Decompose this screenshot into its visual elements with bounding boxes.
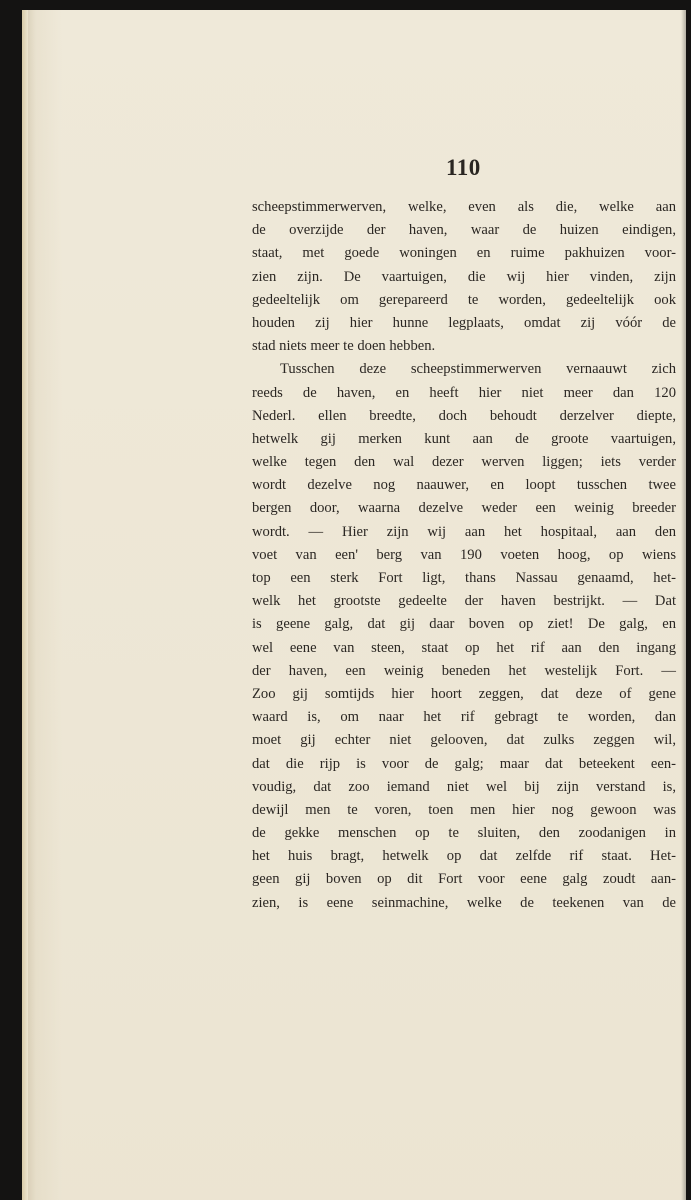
text-line: geen gij boven op dit Fort voor eene galg zoudt aan- [252, 871, 676, 888]
text-line: dewijl men te voren, toen men hier nog gewoon was [252, 801, 676, 818]
text-line: zien, is eene seinmachine, welke de teekenen van de [252, 894, 676, 911]
text-line: wel eene van steen, staat op het rif aan den ingang [252, 639, 676, 656]
text-line: het huis bragt, hetwelk op dat zelfde rif staat. Het- [252, 848, 676, 865]
text-line: Zoo gij somtijds hier hoort zeggen, dat deze of gene [252, 685, 676, 702]
text-line: wordt dezelve nog naauwer, en loopt tusschen twee [252, 477, 676, 494]
text-line: reeds de haven, en heeft hier niet meer dan 120 [252, 384, 676, 401]
text-line: houden zij hier hunne legplaats, omdat zij vóór de [252, 314, 676, 331]
text-line: waard is, om naar het rif gebragt te worden, dan [252, 709, 676, 726]
text-line: gedeeltelijk om gerepareerd te worden, gedeeltelijk ook [252, 291, 676, 308]
text-line: der haven, een weinig beneden het westelijk Fort. — [252, 662, 676, 679]
text-line: voet van een' berg van 190 voeten hoog, op wiens [252, 546, 676, 563]
text-line: zien zijn. De vaartuigen, die wij hier vinden, zijn [252, 268, 676, 285]
text-line: scheepstimmerwerven, welke, even als die, welke aan [252, 199, 676, 215]
text-line: voudig, dat zoo iemand niet wel bij zijn verstand is, [252, 778, 676, 795]
text-line: bergen door, waarna dezelve weder een weinig breeder [252, 500, 676, 517]
text-line: top een sterk Fort ligt, thans Nassau genaamd, het- [252, 570, 676, 586]
text-line: is geene galg, dat gij daar boven op ziet! De galg, en [252, 616, 676, 633]
text-line: welk het grootste gedeelte der haven bestrijkt. — Dat [252, 593, 676, 610]
text-line: Nederl. ellen breedte, doch behoudt derzelver diepte, [252, 407, 676, 424]
text-line: Tusschen deze scheepstimmerwerven vernaauwt zich [280, 361, 676, 378]
text-line: de overzijde der haven, waar de huizen eindigen, [252, 222, 676, 239]
text-line: hetwelk gij merken kunt aan de groote vaartuigen, [252, 430, 676, 447]
page-right-shadow [681, 10, 686, 1200]
text-line: moet gij echter niet gelooven, dat zulks zeggen wil, [252, 732, 676, 749]
text-line: stad niets meer te doen hebben. [252, 338, 436, 355]
book-page [22, 10, 686, 1200]
text-line: dat die rijp is voor de galg; maar dat beteekent een- [252, 755, 676, 772]
text-line: wordt. — Hier zijn wij aan het hospitaal, aan den [252, 523, 676, 540]
text-line: staat, met goede woningen en ruime pakhuizen voor- [252, 245, 676, 262]
text-line: welke tegen den wal dezer werven liggen; iets verder [252, 454, 676, 471]
page-number: 110 [446, 155, 481, 180]
text-line: de gekke menschen op te sluiten, den zoodanigen in [252, 825, 676, 842]
body-text [252, 196, 676, 915]
page-left-edge [22, 10, 28, 1200]
